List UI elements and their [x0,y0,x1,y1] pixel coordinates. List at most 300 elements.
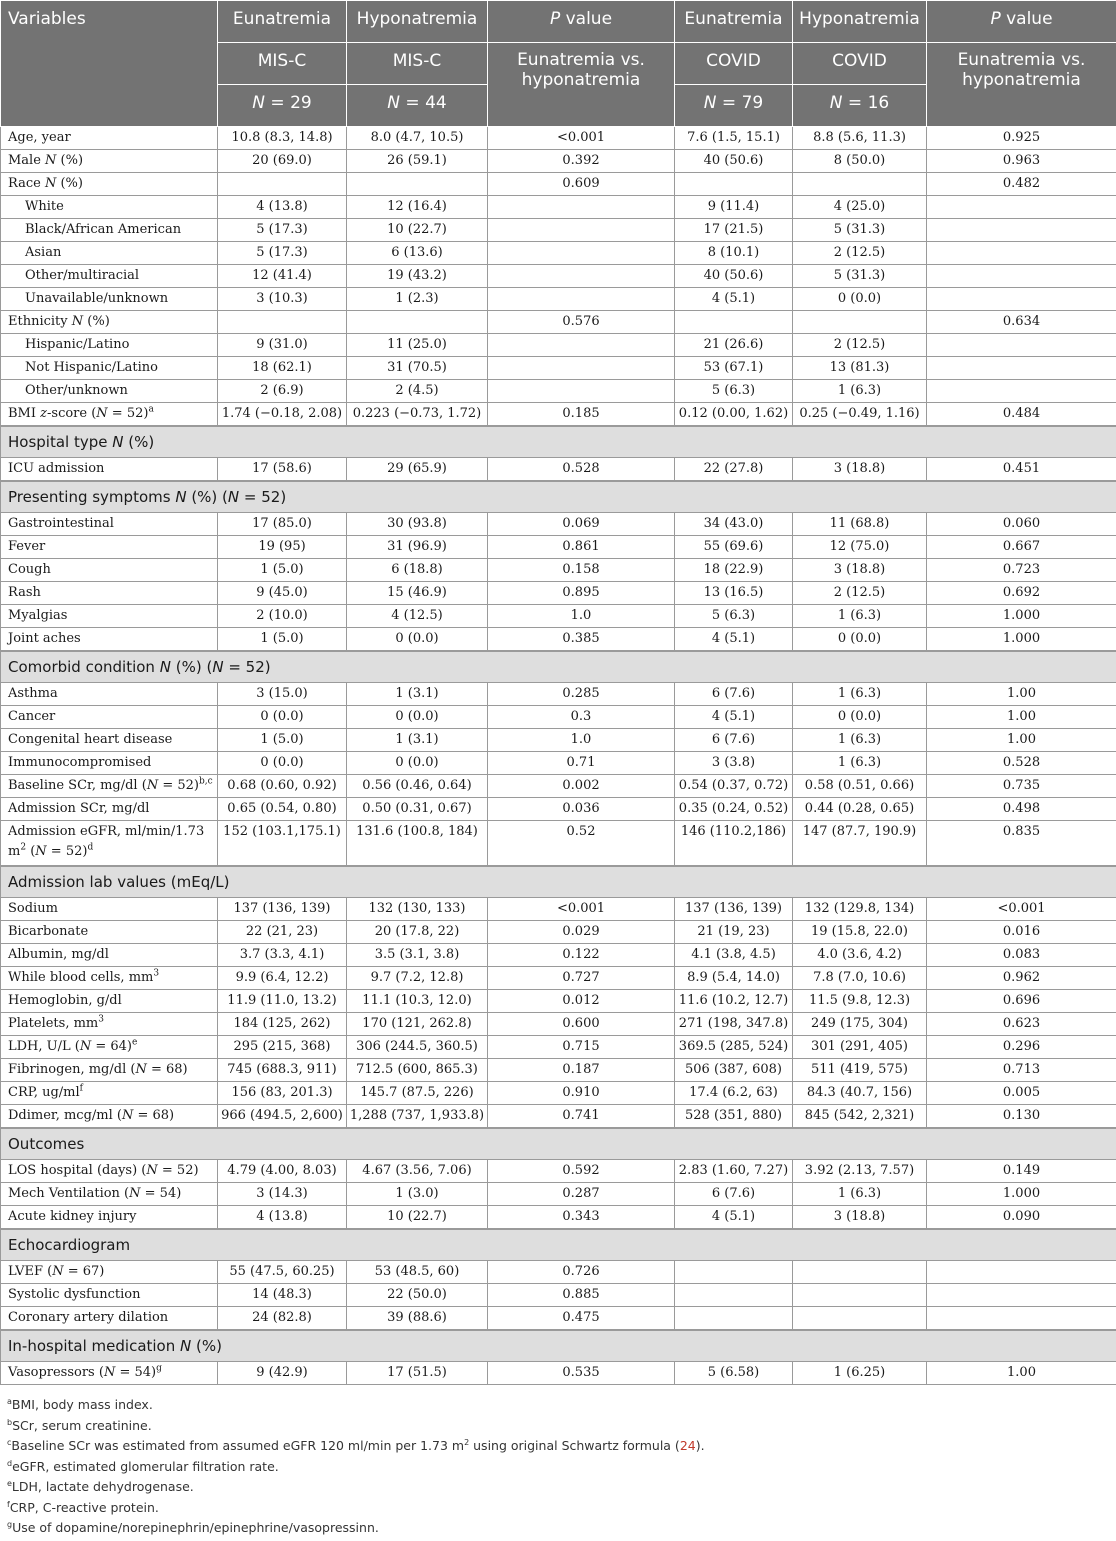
cell-value: 1 (3.1) [347,683,488,706]
table-row [1,536,1116,559]
cell-value: 0.036 [488,798,675,821]
footnote-mark: b [7,1417,13,1427]
row-label: Hispanic/Latino [1,334,218,357]
cell-value: 4.1 (3.8, 4.5) [675,944,793,967]
cell-value: 0 (0.0) [793,288,927,311]
cell-value: 0.484 [927,403,1116,427]
row-label: LOS hospital (days) (N = 52) [1,1160,218,1183]
footnote-mark: e [7,1478,12,1488]
cell-value [793,173,927,196]
row-label: Mech Ventilation (N = 54) [1,1183,218,1206]
table-row [1,1261,1116,1284]
cell-value: 3.92 (2.13, 7.57) [793,1160,927,1183]
row-label: Albumin, mg/dl [1,944,218,967]
section-row [1,651,1116,683]
table-row [1,196,1116,219]
cell-value: 137 (136, 139) [675,898,793,921]
row-label: Admission SCr, mg/dl [1,798,218,821]
cell-value: 3 (18.8) [793,559,927,582]
cell-value: 5 (6.3) [675,380,793,403]
cell-value: 11 (25.0) [347,334,488,357]
table-row [1,990,1116,1013]
cell-value: 6 (7.6) [675,683,793,706]
footnote [7,1477,1116,1498]
table-row [1,944,1116,967]
table-row [1,1362,1116,1385]
cell-value: 34 (43.0) [675,513,793,536]
cell-value: 1 (5.0) [218,559,347,582]
row-label: Immunocompromised [1,752,218,775]
cell-value: 40 (50.6) [675,150,793,173]
cell-value: 12 (75.0) [793,536,927,559]
cell-value: 0.060 [927,513,1116,536]
cell-value [488,196,675,219]
cell-value: 39 (88.6) [347,1307,488,1331]
cell-value: 0.58 (0.51, 0.66) [793,775,927,798]
cell-value: 4 (5.1) [675,628,793,652]
table-header [1,1,1116,127]
table-row [1,458,1116,482]
section-heading: Outcomes [1,1128,1116,1160]
cell-value: 0.223 (−0.73, 1.72) [347,403,488,427]
header-n-covid-eunatremia: N = 79 [675,85,793,127]
cell-value: 3.5 (3.1, 3.8) [347,944,488,967]
cell-value: 1.0 [488,729,675,752]
cell-value [793,311,927,334]
cell-value: 1.000 [927,628,1116,652]
table-row [1,311,1116,334]
cell-value: 131.6 (100.8, 184) [347,821,488,867]
row-label: Joint aches [1,628,218,652]
section-row [1,481,1116,513]
row-label: Not Hispanic/Latino [1,357,218,380]
cell-value: 19 (43.2) [347,265,488,288]
cell-value: 271 (198, 347.8) [675,1013,793,1036]
cell-value: 84.3 (40.7, 156) [793,1082,927,1105]
header-covid-group-2: COVID [793,43,927,85]
section-heading: In-hospital medication N (%) [1,1330,1116,1362]
table-row [1,1013,1116,1036]
cell-value: 0.130 [927,1105,1116,1129]
section-row [1,1330,1116,1362]
row-label: Sodium [1,898,218,921]
cell-value: 0.962 [927,967,1116,990]
cell-value: 9.7 (7.2, 12.8) [347,967,488,990]
cell-value: 26 (59.1) [347,150,488,173]
cell-value: 4 (25.0) [793,196,927,219]
table-row [1,582,1116,605]
cell-value: 745 (688.3, 911) [218,1059,347,1082]
cell-value: 11.1 (10.3, 12.0) [347,990,488,1013]
table-row [1,798,1116,821]
cell-value: 0.083 [927,944,1116,967]
cell-value: 4.67 (3.56, 7.06) [347,1160,488,1183]
row-label: Baseline SCr, mg/dl (N = 52)$^{b,c}$ [1,775,218,798]
header-covid-p-value: P value [927,1,1116,43]
cell-value: 19 (15.8, 22.0) [793,921,927,944]
cell-value: 0.713 [927,1059,1116,1082]
cell-value: 1.000 [927,1183,1116,1206]
table-row [1,1105,1116,1129]
cell-value: 0 (0.0) [347,752,488,775]
header-misc-eunatremia: Eunatremia [218,1,347,43]
cell-value: 0.296 [927,1036,1116,1059]
cell-value [488,334,675,357]
cell-value [927,1284,1116,1307]
table-row [1,265,1116,288]
cell-value: 184 (125, 262) [218,1013,347,1036]
cell-value: 3 (3.8) [675,752,793,775]
cell-value: 2 (12.5) [793,582,927,605]
cell-value: 0.71 [488,752,675,775]
cell-value: 18 (62.1) [218,357,347,380]
cell-value: 0.735 [927,775,1116,798]
cell-value: 3 (14.3) [218,1183,347,1206]
cell-value: 53 (48.5, 60) [347,1261,488,1284]
row-label: Ethnicity N (%) [1,311,218,334]
cell-value: 966 (494.5, 2,600) [218,1105,347,1129]
cell-value: 0.002 [488,775,675,798]
table-row [1,821,1116,867]
cell-value: 4 (13.8) [218,1206,347,1230]
cell-value: 6 (18.8) [347,559,488,582]
cell-value: 8.0 (4.7, 10.5) [347,127,488,150]
cell-value: 17 (51.5) [347,1362,488,1385]
header-covid-eunatremia: Eunatremia [675,1,793,43]
cell-value: 0.56 (0.46, 0.64) [347,775,488,798]
cell-value: 4.0 (3.6, 4.2) [793,944,927,967]
row-label: Bicarbonate [1,921,218,944]
header-n-misc-hyponatremia: N = 44 [347,85,488,127]
cell-value: 5 (17.3) [218,219,347,242]
cell-value: 9 (42.9) [218,1362,347,1385]
cell-value: 18 (22.9) [675,559,793,582]
header-misc-group-1: MIS-C [218,43,347,85]
cell-value: 0.600 [488,1013,675,1036]
footnote-text: SCr, serum creatinine. [12,1417,152,1433]
cell-value: 31 (70.5) [347,357,488,380]
cell-value: 0.498 [927,798,1116,821]
row-label: Myalgias [1,605,218,628]
row-label: LDH, U/L (N = 64)$^e$ [1,1036,218,1059]
cell-value [927,357,1116,380]
cell-value: 145.7 (87.5, 226) [347,1082,488,1105]
cell-value: 22 (21, 23) [218,921,347,944]
cell-value: <0.001 [927,898,1116,921]
cell-value: 24 (82.8) [218,1307,347,1331]
cell-value [488,380,675,403]
cell-value [927,196,1116,219]
cell-value: 0 (0.0) [347,628,488,652]
row-label: Systolic dysfunction [1,1284,218,1307]
section-heading: Admission lab values (mEq/L) [1,866,1116,898]
cell-value: 0.835 [927,821,1116,867]
row-label: CRP, $ug/ml^f$ [1,1082,218,1105]
cell-value [927,380,1116,403]
cell-value: 0.090 [927,1206,1116,1230]
row-label: Cough [1,559,218,582]
cell-value: 11.9 (11.0, 13.2) [218,990,347,1013]
cell-value: 0.727 [488,967,675,990]
footnote-text: eGFR, estimated glomerular filtration rate. [12,1458,279,1474]
cell-value [675,1261,793,1284]
cell-value: 0.715 [488,1036,675,1059]
cell-value: 6 (7.6) [675,729,793,752]
cell-value: 1 (3.1) [347,729,488,752]
row-label: Congenital heart disease [1,729,218,752]
table-row [1,752,1116,775]
table-row [1,775,1116,798]
footnote [7,1436,1116,1457]
header-variables: Variables [1,1,218,127]
section-heading: Hospital type N (%) [1,426,1116,458]
cell-value: 156 (83, 201.3) [218,1082,347,1105]
cell-value: 14 (48.3) [218,1284,347,1307]
header-covid-hyponatremia: Hyponatremia [793,1,927,43]
row-label: Acute kidney injury [1,1206,218,1230]
cell-value: 15 (46.9) [347,582,488,605]
cell-value: 31 (96.9) [347,536,488,559]
cell-value [927,242,1116,265]
cell-value: 0.44 (0.28, 0.65) [793,798,927,821]
cell-value: 12 (16.4) [347,196,488,219]
cell-value: 0.185 [488,403,675,427]
cell-value: 17.4 (6.2, 63) [675,1082,793,1105]
header-misc-group-2: MIS-C [347,43,488,85]
cell-value [927,1307,1116,1331]
row-label: Other/multiracial [1,265,218,288]
cell-value: 1 (2.3) [347,288,488,311]
row-label: Vasopressors (N = 54)$^g$ [1,1362,218,1385]
footnote-mark: a [7,1396,12,1406]
row-label: Fever [1,536,218,559]
table-row [1,1082,1116,1105]
cell-value: 55 (69.6) [675,536,793,559]
cell-value: 0.741 [488,1105,675,1129]
cell-value: 8.9 (5.4, 14.0) [675,967,793,990]
cell-value: 1,288 (737, 1,933.8) [347,1105,488,1129]
cell-value: 2 (10.0) [218,605,347,628]
cell-value: 1 (5.0) [218,729,347,752]
cell-value [488,265,675,288]
cell-value: 9 (31.0) [218,334,347,357]
cell-value: 1 (6.25) [793,1362,927,1385]
cell-value: 4 (13.8) [218,196,347,219]
cell-value: 1 (6.3) [793,1183,927,1206]
cell-value [218,173,347,196]
cell-value: 10 (22.7) [347,219,488,242]
cell-value [927,334,1116,357]
cell-value: 11 (68.8) [793,513,927,536]
row-label: Unavailable/unknown [1,288,218,311]
row-label: Admission eGFR, ml/min/1.73 $m^2$ (N = 52)$^d$ [1,821,218,867]
cell-value: 0.287 [488,1183,675,1206]
cell-value [793,1284,927,1307]
row-label: While blood cells, $mm^3$ [1,967,218,990]
table-row [1,513,1116,536]
table-row [1,1284,1116,1307]
cell-value: 0.343 [488,1206,675,1230]
cell-value: 9.9 (6.4, 12.2) [218,967,347,990]
cell-value: 301 (291, 405) [793,1036,927,1059]
cell-value: 2 (6.9) [218,380,347,403]
table-row [1,357,1116,380]
cell-value: 4 (5.1) [675,706,793,729]
cell-value: 0.005 [927,1082,1116,1105]
cell-value: 7.8 (7.0, 10.6) [793,967,927,990]
header-n-covid-hyponatremia: N = 16 [793,85,927,127]
footnote-mark: f [7,1499,10,1509]
cell-value: 20 (69.0) [218,150,347,173]
cell-value: 306 (244.5, 360.5) [347,1036,488,1059]
cell-value: 295 (215, 368) [218,1036,347,1059]
cell-value: 53 (67.1) [675,357,793,380]
cell-value: <0.001 [488,898,675,921]
table-row [1,1160,1116,1183]
table-row [1,380,1116,403]
table-row [1,219,1116,242]
cell-value: 0.158 [488,559,675,582]
table-row [1,403,1116,427]
table-row [1,967,1116,990]
cell-value: 249 (175, 304) [793,1013,927,1036]
section-row [1,866,1116,898]
cell-value: 22 (27.8) [675,458,793,482]
table-row [1,127,1116,150]
cell-value [927,265,1116,288]
table-row [1,605,1116,628]
cell-value: 2.83 (1.60, 7.27) [675,1160,793,1183]
table-row [1,242,1116,265]
header-n-misc-eunatremia: N = 29 [218,85,347,127]
cell-value: 0.609 [488,173,675,196]
cell-value: 0.696 [927,990,1116,1013]
cell-value: 2 (12.5) [793,334,927,357]
table-row [1,334,1116,357]
cell-value: 506 (387, 608) [675,1059,793,1082]
cell-value: 1 (6.3) [793,380,927,403]
cell-value [347,311,488,334]
cell-value [927,1261,1116,1284]
footnote [7,1416,1116,1437]
header-misc-p-value: P value [488,1,675,43]
cell-value: 11.6 (10.2, 12.7) [675,990,793,1013]
cell-value: 1.0 [488,605,675,628]
cell-value: 17 (21.5) [675,219,793,242]
cell-value: 3 (18.8) [793,1206,927,1230]
cell-value: 0.25 (−0.49, 1.16) [793,403,927,427]
row-label: Coronary artery dilation [1,1307,218,1331]
row-label: Male N (%) [1,150,218,173]
row-label: ICU admission [1,458,218,482]
cell-value: 12 (41.4) [218,265,347,288]
cell-value: 511 (419, 575) [793,1059,927,1082]
cell-value: 9 (11.4) [675,196,793,219]
row-label: Gastrointestinal [1,513,218,536]
cell-value: 55 (47.5, 60.25) [218,1261,347,1284]
cell-value: 5 (31.3) [793,219,927,242]
table-row [1,898,1116,921]
cell-value: 6 (7.6) [675,1183,793,1206]
footnote-mark: c [7,1437,12,1447]
footnote-text: Use of dopamine/norepinephrin/epinephrine/vasopressinn. [12,1520,379,1535]
cell-value: 1 (6.3) [793,605,927,628]
cell-value: 1.000 [927,605,1116,628]
header-misc-hyponatremia: Hyponatremia [347,1,488,43]
cell-value: 0.12 (0.00, 1.62) [675,403,793,427]
cell-value: 0.385 [488,628,675,652]
footnote-text: BMI, body mass index. [11,1397,153,1412]
cell-value: 8 (50.0) [793,150,927,173]
cell-value: 1.74 (−0.18, 2.08) [218,403,347,427]
cell-value: 0.392 [488,150,675,173]
header-covid-group-1: COVID [675,43,793,85]
cell-value: 3.7 (3.3, 4.1) [218,944,347,967]
cell-value: 0.910 [488,1082,675,1105]
cell-value: 0.54 (0.37, 0.72) [675,775,793,798]
cell-value: 0.122 [488,944,675,967]
header-misc-comparison: Eunatremia vs. hyponatremia [488,43,675,127]
cell-value: 0.634 [927,311,1116,334]
cell-value: 2 (12.5) [793,242,927,265]
cell-value [218,311,347,334]
cell-value [927,219,1116,242]
cell-value: 0.528 [927,752,1116,775]
row-label: BMI z-score (N = 52)$^a$ [1,403,218,427]
footnote [7,1457,1116,1478]
cell-value: 170 (121, 262.8) [347,1013,488,1036]
cell-value: 40 (50.6) [675,265,793,288]
cell-value: 10.8 (8.3, 14.8) [218,127,347,150]
table-row [1,729,1116,752]
cell-value: 0.451 [927,458,1116,482]
row-label: Rash [1,582,218,605]
section-row [1,1229,1116,1261]
cell-value: 0.925 [927,127,1116,150]
cell-value [488,242,675,265]
row-label: Cancer [1,706,218,729]
cell-value: 152 (103.1,175.1) [218,821,347,867]
cell-value [793,1307,927,1331]
cell-value: 132 (129.8, 134) [793,898,927,921]
section-row [1,1128,1116,1160]
cell-value: 22 (50.0) [347,1284,488,1307]
cell-value: 132 (130, 133) [347,898,488,921]
table-row [1,921,1116,944]
section-row [1,426,1116,458]
cell-value: 1 (6.3) [793,683,927,706]
footnote-text: Baseline SCr was estimated from assumed eGFR 120 ml/min per 1.73 $m^2$ using original Schwartz formula (24). [11,1437,705,1453]
cell-value: 146 (110.2,186) [675,821,793,867]
row-label: Race N (%) [1,173,218,196]
table-row [1,1307,1116,1331]
cell-value: 0.187 [488,1059,675,1082]
cell-value: 0.861 [488,536,675,559]
cell-value: 0.623 [927,1013,1116,1036]
cell-value: 1.00 [927,683,1116,706]
cell-value: 369.5 (285, 524) [675,1036,793,1059]
cell-value: 21 (26.6) [675,334,793,357]
table-row [1,1183,1116,1206]
cell-value: 17 (85.0) [218,513,347,536]
table-row [1,288,1116,311]
header-covid-comparison: Eunatremia vs. hyponatremia [927,43,1116,127]
cell-value: 8 (10.1) [675,242,793,265]
cell-value [488,288,675,311]
cell-value: 1 (6.3) [793,729,927,752]
cell-value: 0.149 [927,1160,1116,1183]
cell-value: 3 (15.0) [218,683,347,706]
